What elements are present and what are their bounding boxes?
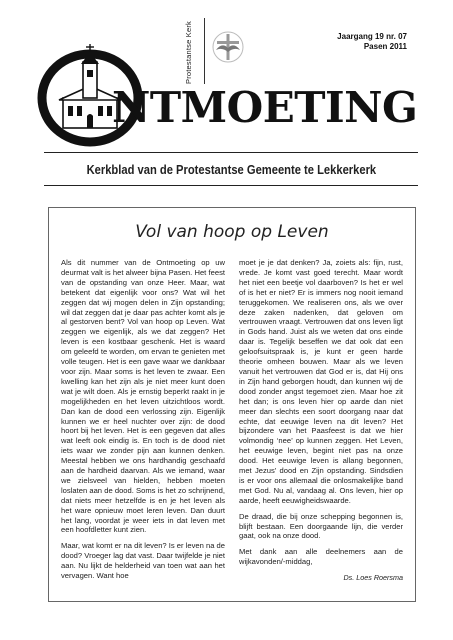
article-paragraph: De draad, die bij onze schepping begonnen is, blijft bestaan. Een doorgaande lijn, die verder gaat, ook na onze dood. <box>239 511 403 541</box>
article-signature: Ds. Loes Roersma <box>343 573 403 583</box>
article-paragraph: moet je je dat denken? Ja, zoiets als: fijn, rust, vrede. Je komt vast goed terecht. Maar wordt het niet een beetje vol daarboven? Is het er wel of is het er niet? Er is immers nog nooit iemand teruggekomen. We realiseren ons, als we over deze zaken nadenken, dat geloven om vertrouwen vraagt. Vertrouwen dat ons leven ligt in Gods hand. Juist als we weten dat ons einde daar is. Tegelijk beseffen we dat ook dat een geloofsuitspraak is, je kunt er geen harde theorie omheen bouwen. Maar als we leven vanuit het vertrouwen dat God er is, dat Hij ons in Zijn hand geborgen houdt, dan kunnen wij de dood zonder angst tegemoet zien. Maar hoe zit het dan; is ons leven hier op aarde dan niet meer dan slechts een soort doorgang naar dat echte, dat eeuwige leven na dit leven? Het bijzondere van het Paasfeest is dat we hier volmondig ‘nee’ op kunnen zeggen. Het Leven, het eeuwige leven, begint niet pas na onze dood. Het eeuwige leven is allang begonnen, met Jezus’ dood en Zijn opstanding. Sindsdien is er voor ons allemaal die onlosmakelijke band met God. Nu al, vandaag al. Ons leven, hier op aarde, heeft eeuwigheidswaarde. <box>239 258 403 505</box>
article-box <box>48 207 416 602</box>
issue-edition: Pasen 2011 <box>363 42 407 51</box>
article-columns <box>61 258 403 600</box>
issue-info <box>337 32 407 52</box>
masthead <box>0 0 453 150</box>
brand-vertical-text: Protestantse Kerk <box>184 20 193 84</box>
issue-volume: Jaargang 19 nr. 07 <box>337 32 407 41</box>
article-paragraph: Met dank aan alle deelnemers aan de wijkavonden/-middag, <box>239 547 403 567</box>
article-headline: Vol van hoop op Leven <box>135 222 329 242</box>
article-paragraph: Maar, wat komt er na dit leven? Is er leven na de dood? Vroeger lag dat vast. Daar twijfelde je niet aan. Nu lijkt de helderheid van toen wat aan het vervagen. Want hoe <box>61 541 225 581</box>
article-paragraph: Als dit nummer van de Ontmoeting op uw deurmat valt is het alweer bijna Pasen. Het feest van de opstanding van onze Heer. Maar, wat betekent dat eigenlijk voor ons? Wat wil het zeggen dat wij mogen delen in Zijn opstanding; wil dat zeggen dat je daar pas achter komt als je al gestorven bent? Vol van hoop op Leven. Wat zeggen we eigenlijk, als we dat zeggen? Het leven is een kostbaar geschenk. Het is waard om geleefd te worden, om ervan te genieten met volle teugen. Het is een gave waar we dankbaar voor zijn. Maar soms is het leven te zwaar. Een kwelling kan het zijn als je niet meer kunt doen wat je wilt doen. Als je ernstig beperkt raakt in je mogelijkheden en het leven uitzichtloos wordt. Dan kan de dood een verlossing zijn. Eigenlijk kunnen we er heel nuchter over zijn: de dood hoort bij het leven. Het is een gegeven dat alles wat leeft ook eindig is. En toch is de dood niet iets waar we zonder pijn aan kunnen denken. Meestal hebben we ons hardhandig geschaafd aan de hardheid daarvan. Als we iemand, waar we zielsveel van hielden, hebben moeten loslaten aan de dood. Soms is het zo schrijnend, dat niets meer hetzelfde is en je het leven als het ware opnieuw moet leren leven. Dan duurt het lang, voordat je weer iets in dat leven met een hoofdletter kunt zien. <box>61 258 225 535</box>
brand-divider <box>204 18 205 84</box>
newsletter-subtitle: Kerkblad van de Protestantse Gemeente te Lekkerkerk <box>86 161 376 177</box>
article-column-left <box>61 258 225 600</box>
subtitle-band <box>44 152 418 186</box>
article-column-right <box>239 258 403 600</box>
newsletter-title: NTMOETING <box>112 83 418 132</box>
dove-cross-icon <box>210 30 246 64</box>
